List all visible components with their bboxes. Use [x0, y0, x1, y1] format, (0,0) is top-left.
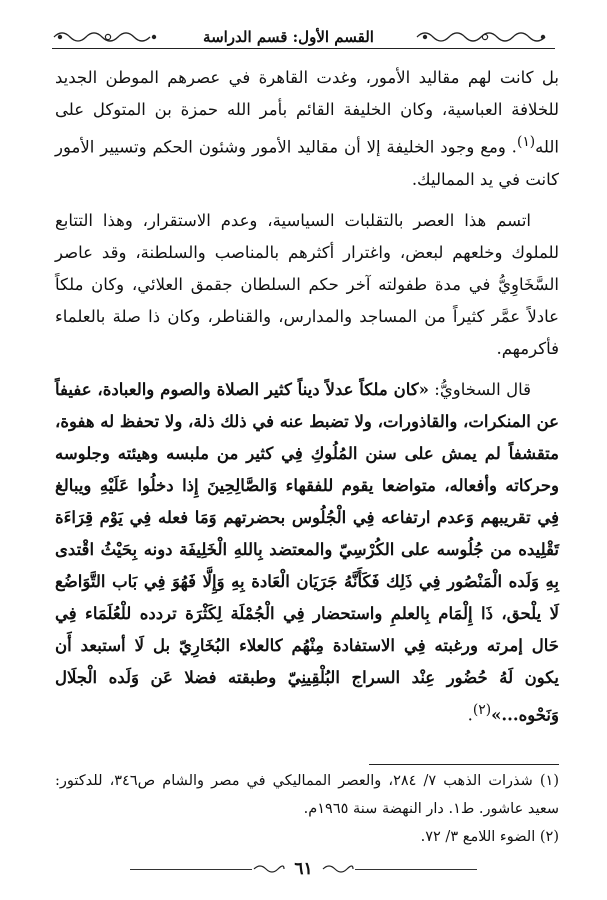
quote-intro: قال السخاويُّ: — [434, 379, 532, 399]
quotation: «كان ملكاً عدلاً ديناً كثير الصلاة والصوم والعبادة، عفيفاً عن المنكرات، والقاذورات، ولا تضبط عنه في ذلك ذلة، ولا تحفظ له هفوة، متقشفاً لم يمش على سنن المُلُوكِ فِي كثير من ملبسه وهيئته وجلوسه وحركاته وأفعاله، متواضعا يقوم للفقهاء وَالصَّالِحِينَ إِذا دخلُوا عَلَيْهِ ويبالغ فِي تقريبهم وَعدم ارتفاعه فِي الْجُلُوس بحضرتهم وَمَا فعله فِي يَوْم قِرَاءَة تَقْلِيده من جُلُوسه على الكُرْسِيّ والمعتضد بِاللهِ الْخَلِيفَة دونه بِحَيْثُ اقْتدى بِهِ وَلَده الْمَنْصُور فِي ذَلِك فَكَأَنَّهُ جَرَيَان الْعَادة بِهِ وَإِلَّا فَهُوَ فِي بَاب التَّوَاضُع لَا يلْحق، ذَا إِلْمَام بِالعلمِ واستحضار فِي الْجُمْلَة لِكَثْرَة تردده للْعُلَمَاء فِي حَال إمرته ورغبته فِي الاستفادة مِنْهُم كالعلاء البُخَارِيّ بل لَا أستبعد أَن يكون لَهُ حُضُور عِنْد السراج البُلْقِينِيّ وطبقته فضلا عَن وَلَده الْجلَال وَنَحْوه...» — [55, 379, 559, 724]
paragraph — [55, 374, 559, 732]
paragraph-text: . — [467, 705, 473, 724]
footnote: (١) شذرات الذهب ٧/ ٢٨٤، والعصر المماليكي في مصر والشام ص٣٤٦، للدكتور: سعيد عاشور. ط١. دار النهضة سنة ١٩٦٥م. — [55, 773, 559, 817]
header-ornament-icon — [415, 27, 555, 47]
footnote: (٢) الضوء اللامع ٣/ ٧٢. — [420, 829, 559, 845]
header-ornament-icon — [52, 27, 162, 47]
main-text — [55, 62, 559, 731]
page-number: ٦١ — [294, 859, 313, 879]
paragraph-text: بل كانت لهم مقاليد الأمور، وغدت القاهرة في عصرهم الموطن الجديد للخلافة العباسية، وكان الخليفة القائم بأمر الله حمزة بن المتوكل على الله — [55, 68, 559, 157]
footer-ornament-icon — [321, 862, 355, 876]
footnote-reference: (٢) — [472, 701, 492, 718]
header-title: القسم الأول: قسم الدراسة — [203, 28, 374, 46]
paragraph-text: . ومع وجود الخليفة إلا أن مقاليد الأمور وشئون الحكم وتسيير الأمور كانت في يد المماليك. — [55, 137, 559, 189]
paragraph — [55, 205, 559, 365]
header-divider — [52, 48, 555, 49]
paragraph — [55, 62, 559, 196]
page-footer — [130, 852, 477, 886]
footer-ornament-icon — [252, 862, 286, 876]
footnote-reference: (١) — [516, 134, 536, 150]
paragraph-text: اتسم هذا العصر بالتقلبات السياسية، وعدم الاستقرار، وهذا التتابع للملوك وخلعهم لبعض، واغترار أكثرهم بالمناصب والسلطنة، وقد عاصر السَّخَاوِيُّ في مدة طفولته آخر حكم السلطان جقمق العلائي، وكان ملكاً عادلاً عمَّر كثيراً من المساجد والمدارس، والقناطر، وكان ذا صلة بالعلماء فأكرمهم. — [55, 210, 559, 358]
footnotes — [55, 767, 559, 851]
footer-line — [355, 869, 477, 870]
footer-line — [130, 869, 252, 870]
footnote-divider — [369, 764, 559, 765]
